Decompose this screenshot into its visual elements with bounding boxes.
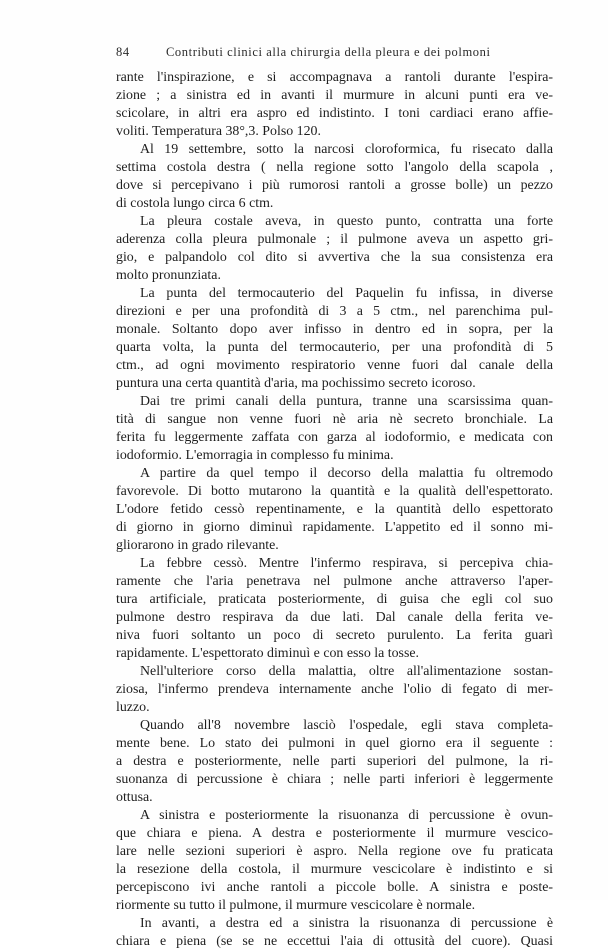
text-line: ferita fu leggermente zaffata con garza al iodoformio, e medicata con (116, 430, 553, 445)
text-line: favorevole. Di botto mutarono la quantità e la qualità dell'espettorato. (116, 484, 553, 499)
text-line: ctm., ad ogni movimento respiratorio venne fuori dal canale della (116, 358, 553, 373)
text-line: chiara e piena (se se ne eccettui l'aia di ottusità del cuore). Quasi (116, 934, 553, 949)
text-line: zione ; a sinistra ed in avanti il murmure in alcuni punti era ve- (116, 88, 553, 103)
text-line: niva fuori soltanto un poco di secreto purulento. La ferita guarì (116, 628, 553, 643)
text-line: Quando all'8 novembre lasciò l'ospedale, egli stava completa- (140, 718, 553, 733)
page-number: 84 (116, 45, 130, 59)
text-line: quarta volta, la punta del termocauterio, per una profondità di 5 (116, 340, 553, 355)
text-line: di giorno in giorno diminuì rapidamente. L'appetito ed il sonno mi- (116, 520, 553, 535)
text-line: La punta del termocauterio del Paquelin fu infissa, in diverse (140, 286, 553, 301)
text-line: percepiscono ivi anche rantoli a piccole bolle. A sinistra e poste- (116, 880, 553, 895)
text-line: luzzo. (116, 700, 150, 715)
text-line: L'odore fetido cessò repentinamente, e la quantità dello espettorato (116, 502, 553, 517)
text-line: Nell'ulteriore corso della malattia, oltre all'alimentazione sostan- (140, 664, 553, 679)
text-line: aderenza colla pleura pulmonale ; il pulmone aveva un aspetto gri- (116, 232, 553, 247)
text-line: la resezione della costola, il murmure vescicolare è indistinto e si (116, 862, 553, 877)
text-line: A sinistra e posteriormente la risuonanza di percussione è ovun- (140, 808, 553, 823)
text-line: La febbre cessò. Mentre l'infermo respirava, si percepiva chia- (140, 556, 553, 571)
text-line: scicolare, in altri era aspro ed indistinto. I toni cardiaci erano affie- (116, 106, 553, 121)
body-text (116, 69, 553, 951)
running-header (116, 45, 518, 61)
text-line: dove si percepivano i più rumorosi rantoli a grosse bolle) un pezzo (116, 178, 553, 193)
text-line: La pleura costale aveva, in questo punto, contratta una forte (140, 214, 553, 229)
text-line: mente bene. Lo stato dei pulmoni in quel giorno era il seguente : (116, 736, 553, 751)
text-line: direzioni e per una profondità di 3 a 5 ctm., nel parenchima pul- (116, 304, 553, 319)
text-line: tità di sangue non venne fuori nè aria nè secreto bronchiale. La (116, 412, 553, 427)
text-line: iodoformio. L'emorragia in complesso fu minima. (116, 448, 394, 463)
text-line: settima costola destra ( nella regione sotto l'angolo della scapola , (116, 160, 553, 175)
text-line: ottusa. (116, 790, 153, 805)
text-line: pulmone destro respirava da due lati. Dal canale della ferita ve- (116, 610, 553, 625)
text-line: tura artificiale, praticata posteriormente, di guisa che egli col suo (116, 592, 553, 607)
text-line: ramente che l'aria penetrava nel pulmone anche attraverso l'aper- (116, 574, 553, 589)
text-line: A partire da quel tempo il decorso della malattia fu oltremodo (140, 466, 553, 481)
text-line: gio, e palpandolo col dito si avvertiva che la sua consistenza era (116, 250, 553, 265)
text-line: rante l'inspirazione, e si accompagnava a rantoli durante l'espira- (116, 70, 553, 85)
text-line: Dai tre primi canali della puntura, tranne una scarsissima quan- (140, 394, 553, 409)
text-line: ziosa, l'infermo prendeva internamente anche l'olio di fegato di mer- (116, 682, 553, 697)
running-title: Contributi clinici alla chirurgia della pleura e dei polmoni (166, 45, 491, 59)
text-line: que chiara e piena. A destra e posteriormente il murmure vescico- (116, 826, 553, 841)
text-line: lare nelle sezioni superiori è aspro. Nella regione ove fu praticata (116, 844, 553, 859)
text-line: monale. Soltanto dopo aver infisso in dentro ed in sopra, per la (116, 322, 553, 337)
text-line: In avanti, a destra ed a sinistra la risuonanza di percussione è (140, 916, 553, 931)
text-line: molto pronunziata. (116, 268, 221, 283)
text-line: di costola lungo circa 6 ctm. (116, 196, 274, 211)
text-line: voliti. Temperatura 38°,3. Polso 120. (116, 124, 321, 139)
text-line: puntura una certa quantità d'aria, ma pochissimo secreto icoroso. (116, 376, 476, 391)
text-line: Al 19 settembre, sotto la narcosi cloroformica, fu risecato dalla (140, 142, 553, 157)
text-line: riormente su tutto il pulmone, il murmure vescicolare è normale. (116, 898, 476, 913)
text-line: rapidamente. L'espettorato diminuì e con esso la tosse. (116, 646, 419, 661)
text-line: a destra e posteriormente, nelle parti superiori del pulmone, la ri- (116, 754, 553, 769)
text-line: gliorarono in grado rilevante. (116, 538, 279, 553)
text-line: suonanza di percussione è chiara ; nelle parti inferiori è leggermente (116, 772, 553, 787)
